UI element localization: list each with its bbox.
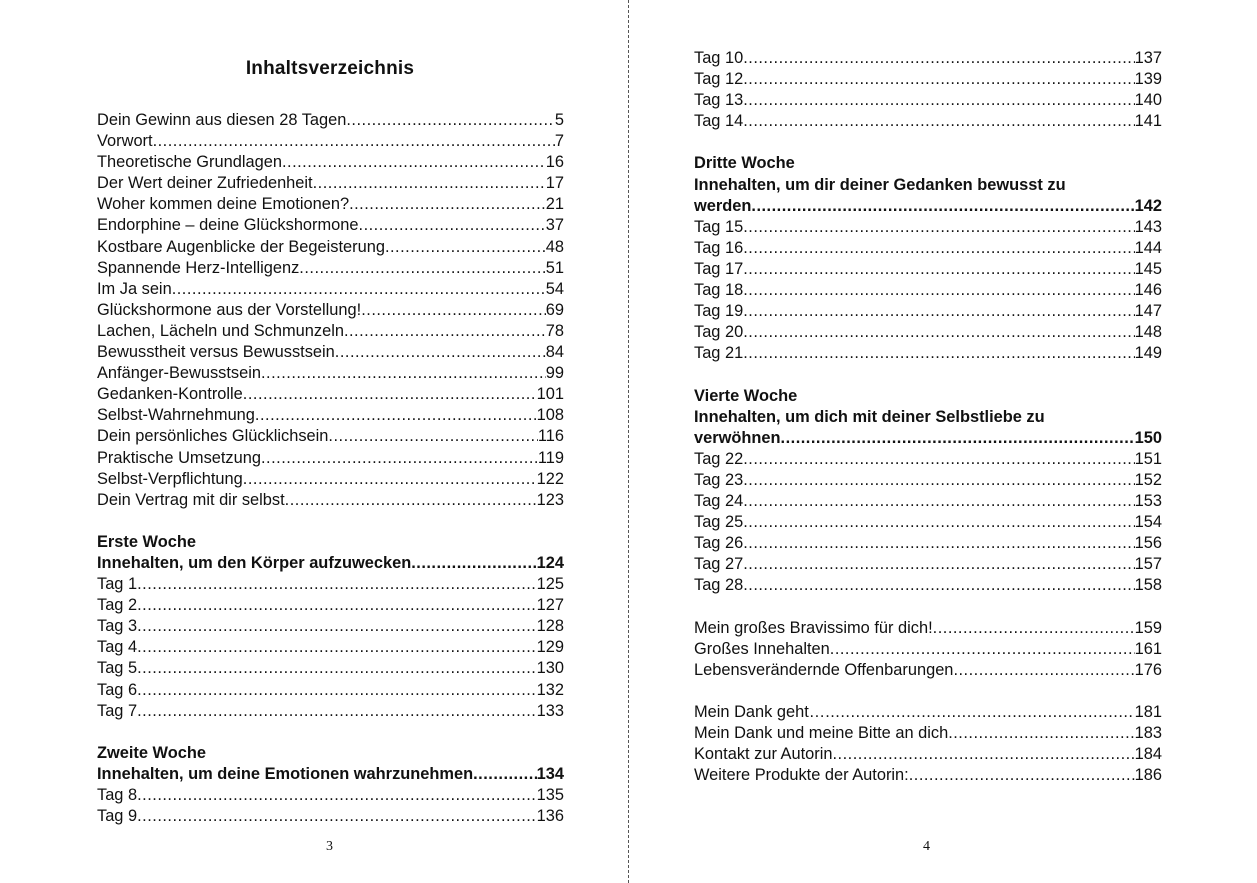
entry-label: Mein Dank geht… — [694, 702, 826, 721]
week-subtitle — [694, 196, 1162, 217]
entry-page-number: 176 — [1134, 660, 1162, 679]
dot-leader — [909, 765, 1135, 786]
entry-label: Der Wert deiner Zufriedenheit — [97, 174, 313, 193]
entry-label: Tag 5 — [97, 659, 138, 678]
entry-page-number: 139 — [1134, 70, 1162, 89]
entry-page-number: 161 — [1134, 639, 1162, 658]
toc-left — [97, 110, 564, 827]
entry-page-number: 17 — [545, 174, 564, 193]
toc-day-entry — [97, 806, 564, 827]
toc-entry — [97, 342, 564, 363]
entry-page-number: 128 — [536, 617, 564, 636]
toc-entry — [694, 660, 1162, 681]
dot-leader — [953, 660, 1134, 681]
toc-day-entry — [694, 48, 1162, 69]
entry-page-number: 134 — [536, 764, 564, 783]
entry-label: Gedanken-Kontrolle — [97, 385, 243, 404]
dot-leader — [743, 259, 1134, 280]
entry-label: Weitere Produkte der Autorin: — [694, 766, 909, 785]
entry-page-number: 123 — [536, 490, 564, 509]
entry-page-number: 149 — [1134, 344, 1162, 363]
toc-entry — [97, 215, 564, 236]
dot-leader — [743, 280, 1134, 301]
dot-leader — [361, 300, 546, 321]
entry-label: Tag 8 — [97, 786, 138, 804]
dot-leader — [743, 48, 1134, 69]
toc-day-entry — [97, 658, 564, 679]
entry-label: Tag 7 — [97, 701, 138, 720]
toc-day-entry — [694, 343, 1162, 364]
toc-entry — [97, 426, 564, 447]
page-number: 4 — [923, 839, 930, 854]
entry-label: Selbst-Wahrnehmung — [97, 406, 255, 425]
toc-entry — [97, 384, 564, 405]
week-heading: Zweite Woche — [97, 743, 206, 762]
dot-leader — [255, 405, 537, 426]
entry-page-number: 153 — [1134, 491, 1162, 510]
entry-page-number: 145 — [1134, 259, 1162, 278]
week-subtitle-line: Innehalten, um dir deiner Gedanken bewusst zu — [694, 175, 1066, 194]
entry-label: Tag 10 — [694, 49, 744, 67]
dot-leader — [411, 553, 536, 574]
entry-page-number: 133 — [536, 701, 564, 720]
dot-leader — [743, 449, 1134, 470]
entry-label: Tag 21 — [694, 344, 744, 363]
entry-page-number: 159 — [1134, 618, 1162, 637]
entry-label: Kontakt zur Autorin — [694, 745, 833, 764]
entry-page-number: 141 — [1134, 112, 1162, 131]
toc-right — [694, 48, 1162, 786]
toc-day-entry — [694, 217, 1162, 238]
dot-leader — [948, 723, 1134, 744]
dot-leader — [385, 237, 546, 258]
toc-entry — [97, 279, 564, 300]
entry-label: Tag 9 — [97, 807, 138, 826]
toc-entry — [694, 744, 1162, 765]
entry-page-number: 54 — [545, 279, 564, 298]
toc-entry — [97, 237, 564, 258]
entry-page-number: 99 — [545, 364, 564, 383]
entry-page-number: 119 — [537, 448, 564, 467]
week-heading: Dritte Woche — [694, 154, 795, 173]
dot-leader — [825, 702, 1134, 723]
toc-entry — [97, 321, 564, 342]
dot-leader — [137, 701, 537, 722]
entry-page-number: 16 — [545, 153, 564, 172]
dot-leader — [743, 217, 1134, 238]
entry-page-number: 84 — [545, 343, 564, 362]
entry-page-number: 136 — [536, 807, 564, 826]
toc-day-entry — [694, 69, 1162, 90]
week-heading: Erste Woche — [97, 532, 196, 551]
entry-page-number: 48 — [545, 237, 564, 256]
entry-page-number: 108 — [536, 406, 564, 425]
dot-leader — [137, 806, 537, 827]
dot-leader — [751, 196, 1134, 217]
entry-page-number: 51 — [545, 258, 564, 277]
entry-page-number: 137 — [1134, 49, 1162, 67]
toc-day-entry — [694, 90, 1162, 111]
entry-page-number: 156 — [1134, 534, 1162, 553]
dot-leader — [299, 258, 545, 279]
entry-label: Dein Gewinn aus diesen 28 Tagen — [97, 111, 347, 129]
entry-page-number: 140 — [1134, 91, 1162, 110]
toc-day-entry — [97, 595, 564, 616]
dot-leader — [743, 575, 1134, 596]
toc-entry — [97, 110, 564, 131]
entry-label: werden — [694, 196, 752, 215]
toc-day-entry — [694, 533, 1162, 554]
dot-leader — [243, 384, 537, 405]
entry-page-number: 69 — [545, 300, 564, 319]
toc-entry — [694, 639, 1162, 660]
entry-label: Kostbare Augenblicke der Begeisterung — [97, 237, 385, 256]
entry-page-number: 152 — [1134, 470, 1162, 489]
entry-label: Mein Dank und meine Bitte an dich — [694, 724, 949, 742]
toc-entry — [97, 131, 564, 152]
toc-entry — [97, 490, 564, 511]
entry-label: Im Ja sein — [97, 279, 172, 298]
dot-leader — [743, 111, 1134, 132]
entry-label: Tag 4 — [97, 638, 138, 657]
entry-label: Tag 13 — [694, 91, 744, 110]
dot-leader — [743, 322, 1134, 343]
toc-entry — [97, 405, 564, 426]
entry-label: Tag 6 — [97, 680, 138, 699]
toc-day-entry — [694, 575, 1162, 596]
toc-day-entry — [97, 616, 564, 637]
entry-label: Mein großes Bravissimo für dich! — [694, 618, 933, 637]
toc-day-entry — [694, 111, 1162, 132]
dot-leader — [781, 428, 1135, 449]
entry-label: Innehalten, um den Körper aufzuwecken — [97, 553, 412, 572]
toc-day-entry — [97, 680, 564, 701]
dot-leader — [285, 490, 537, 511]
toc-entry — [694, 723, 1162, 744]
toc-entry — [97, 469, 564, 490]
entry-page-number: 130 — [536, 659, 564, 678]
entry-page-number: 148 — [1134, 323, 1162, 342]
entry-label: Tag 20 — [694, 323, 744, 342]
toc-day-entry — [97, 637, 564, 658]
entry-label: Lebensverändernde Offenbarungen — [694, 660, 954, 679]
entry-page-number: 122 — [536, 469, 564, 488]
toc-entry — [97, 152, 564, 173]
dot-leader — [743, 533, 1134, 554]
toc-day-entry — [694, 322, 1162, 343]
entry-page-number: 116 — [537, 427, 564, 446]
entry-label: Tag 1 — [97, 575, 138, 594]
entry-label: Woher kommen deine Emotionen? — [97, 195, 350, 214]
toc-day-entry — [694, 238, 1162, 259]
entry-label: verwöhnen — [694, 428, 781, 447]
entry-label: Selbst-Verpflichtung — [97, 469, 243, 488]
entry-label: Tag 23 — [694, 470, 744, 489]
toc-day-entry — [97, 574, 564, 595]
dot-leader — [282, 152, 546, 173]
dot-leader — [933, 618, 1135, 639]
entry-label: Tag 19 — [694, 302, 744, 321]
entry-page-number: 181 — [1134, 702, 1162, 721]
entry-page-number: 21 — [545, 195, 564, 214]
dot-leader — [137, 595, 537, 616]
entry-label: Tag 17 — [694, 259, 744, 278]
page-number: 3 — [326, 839, 333, 854]
entry-label: Tag 28 — [694, 576, 744, 595]
dot-leader — [137, 637, 537, 658]
entry-label: Dein Vertrag mit dir selbst — [97, 490, 285, 509]
entry-page-number: 150 — [1134, 428, 1162, 447]
week-heading: Vierte Woche — [694, 386, 798, 405]
right-page — [630, 0, 1257, 883]
dot-leader — [743, 238, 1134, 259]
entry-page-number: 129 — [536, 638, 564, 657]
entry-page-number: 7 — [554, 132, 564, 151]
dot-leader — [137, 616, 537, 637]
entry-page-number: 124 — [536, 553, 564, 572]
toc-entry — [694, 765, 1162, 786]
entry-label: Tag 15 — [694, 217, 744, 236]
entry-page-number: 184 — [1134, 745, 1162, 764]
dot-leader — [743, 470, 1134, 491]
toc-day-entry — [694, 259, 1162, 280]
entry-page-number: 151 — [1134, 449, 1162, 468]
entry-label: Theoretische Grundlagen — [97, 153, 282, 172]
toc-entry — [694, 702, 1162, 723]
entry-label: Endorphine – deine Glückshormone — [97, 216, 359, 235]
toc-day-entry — [97, 785, 564, 806]
entry-page-number: 146 — [1134, 281, 1162, 300]
dot-leader — [833, 744, 1135, 765]
entry-label: Anfänger-Bewusstsein — [97, 364, 261, 383]
toc-entry — [97, 363, 564, 384]
dot-leader — [243, 469, 537, 490]
dot-leader — [137, 658, 537, 679]
entry-page-number: 186 — [1134, 766, 1162, 785]
week-subtitle-line: Innehalten, um dich mit deiner Selbstliebe zu — [694, 407, 1045, 426]
toc-day-entry — [694, 301, 1162, 322]
toc-entry — [97, 448, 564, 469]
dot-leader — [359, 215, 546, 236]
entry-label: Tag 2 — [97, 596, 138, 615]
dot-leader — [137, 785, 537, 806]
entry-label: Lachen, Lächeln und Schmunzeln — [97, 321, 344, 340]
entry-label: Vorwort — [97, 132, 153, 151]
dot-leader — [473, 764, 537, 785]
entry-page-number: 157 — [1134, 555, 1162, 574]
entry-page-number: 78 — [545, 321, 564, 340]
entry-label: Innehalten, um deine Emotionen wahrzunehmen — [97, 764, 474, 783]
dot-leader — [743, 301, 1134, 322]
dot-leader — [261, 448, 538, 469]
dot-leader — [137, 680, 537, 701]
entry-page-number: 132 — [536, 680, 564, 699]
dot-leader — [328, 426, 537, 447]
toc-entry — [694, 618, 1162, 639]
toc-entry — [97, 258, 564, 279]
dot-leader — [335, 342, 546, 363]
entry-page-number: 127 — [536, 596, 564, 615]
toc-title: Inhaltsverzeichnis — [245, 58, 415, 79]
entry-label: Dein persönliches Glücklichsein — [97, 427, 329, 446]
dot-leader — [743, 512, 1134, 533]
toc-day-entry — [694, 554, 1162, 575]
toc-day-entry — [97, 701, 564, 722]
entry-page-number: 125 — [536, 575, 564, 594]
entry-page-number: 183 — [1134, 724, 1162, 742]
left-page — [0, 0, 628, 883]
dot-leader — [743, 554, 1134, 575]
entry-page-number: 144 — [1134, 238, 1162, 257]
toc-day-entry — [694, 512, 1162, 533]
entry-label: Tag 25 — [694, 513, 744, 532]
entry-label: Spannende Herz-Intelligenz — [97, 258, 300, 277]
dot-leader — [830, 639, 1135, 660]
entry-page-number: 37 — [545, 216, 564, 235]
entry-page-number: 143 — [1134, 217, 1162, 236]
entry-label: Tag 18 — [694, 281, 744, 300]
entry-label: Tag 27 — [694, 555, 744, 574]
dot-leader — [313, 173, 546, 194]
entry-page-number: 154 — [1134, 513, 1162, 532]
toc-entry — [97, 300, 564, 321]
toc-day-entry — [694, 280, 1162, 301]
entry-label: Tag 24 — [694, 491, 744, 510]
entry-label: Tag 14 — [694, 112, 744, 131]
dot-leader — [743, 343, 1134, 364]
toc-entry — [97, 194, 564, 215]
entry-page-number: 147 — [1134, 302, 1162, 321]
dot-leader — [346, 110, 555, 131]
dot-leader — [743, 69, 1134, 90]
dot-leader — [172, 279, 546, 300]
dot-leader — [137, 574, 537, 595]
dot-leader — [743, 491, 1134, 512]
entry-label: Bewusstheit versus Bewusstsein — [97, 343, 335, 362]
dot-leader — [349, 194, 546, 215]
entry-page-number: 158 — [1134, 576, 1162, 595]
entry-label: Großes Innehalten — [694, 639, 830, 658]
entry-label: Glückshormone aus der Vorstellung! — [97, 300, 362, 319]
week-subtitle — [97, 764, 564, 785]
toc-day-entry — [694, 470, 1162, 491]
entry-label: Tag 26 — [694, 534, 744, 553]
entry-label: Tag 12 — [694, 70, 744, 89]
entry-page-number: 5 — [554, 111, 564, 129]
entry-label: Tag 3 — [97, 617, 138, 636]
dot-leader — [153, 131, 555, 152]
toc-day-entry — [694, 449, 1162, 470]
dot-leader — [261, 363, 546, 384]
entry-label: Tag 22 — [694, 449, 744, 468]
entry-label: Praktische Umsetzung — [97, 448, 261, 467]
toc-entry — [97, 173, 564, 194]
entry-page-number: 135 — [536, 786, 564, 804]
dot-leader — [344, 321, 546, 342]
dot-leader — [743, 90, 1134, 111]
entry-page-number: 101 — [536, 385, 564, 404]
week-subtitle — [97, 553, 564, 574]
entry-page-number: 142 — [1134, 196, 1162, 215]
page-divider — [628, 0, 629, 883]
entry-label: Tag 16 — [694, 238, 744, 257]
toc-day-entry — [694, 491, 1162, 512]
week-subtitle — [694, 428, 1162, 449]
